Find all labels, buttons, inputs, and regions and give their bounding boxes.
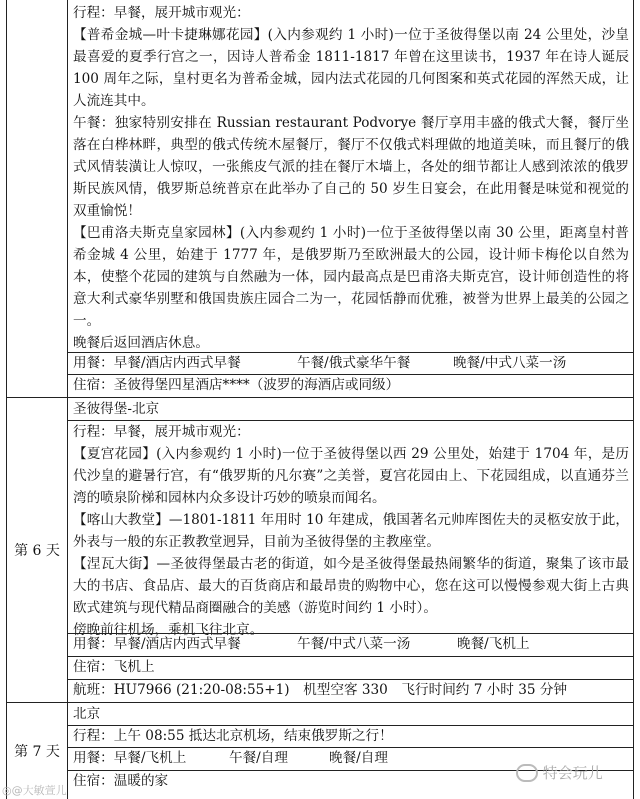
day5-meals-breakfast: 用餐：早餐/酒店内西式早餐 [73,355,241,371]
day7-route: 北京 [73,706,101,722]
day7-meals-breakfast: 用餐：早餐/飞机上 [73,750,187,766]
day5-hotel-row: 住宿：圣彼得堡四星酒店****（波罗的海酒店或同级） [73,377,400,393]
day6-label-cell [7,397,68,702]
day7-meals-lunch: 午餐/自理 [229,750,288,766]
day6-meals-breakfast: 用餐：早餐/酒店内西式早餐 [73,636,241,652]
day5-meals-row [73,352,629,374]
day5-meals-lunch: 午餐/俄式豪华午餐 [297,355,411,371]
day5-paragraph-pushkin: 【普希金城—叶卡捷琳娜花园】(入内参观约 1 小时)一位于圣彼得堡以南 24 公里处，沙皇最喜爱的夏季行宫之一，因诗人普希金 1811-1817 年曾在这里读书，1937 年在诗人诞辰 100 周年之际，皇村更名为普希金城，园内法式花园的几何图案和英式花园的浑然天成，让人流连其中。 [73,27,629,109]
day6-meals-dinner: 晚餐/飞机上 [457,636,530,652]
day7-label: 第 7 天 [14,743,60,760]
day5-itinerary-intro: 行程：早餐，展开城市观光： [73,5,250,21]
day7-itinerary: 行程：上午 08:55 抵达北京机场，结束俄罗斯之行！ [73,728,393,744]
day6-paragraph-airport: 傍晚前往机场，乘机飞往北京。 [73,622,264,638]
itinerary-table [6,0,634,799]
day5-meals-dinner: 晚餐/中式八菜一汤 [453,355,567,371]
day6-paragraph-peterhof: 【夏宫花园】(入内参观约 1 小时)一位于圣彼得堡以西 29 公里处，始建于 1704 年，是历代沙皇的避暑行宫，有“俄罗斯的凡尔赛”之美誉，夏宫花园由上、下花园组成，以直通芬兰湾的喷泉阶梯和园林内众多设计巧妙的喷泉而闻名。 [73,446,629,506]
day5-paragraph-lunch: 午餐：独家特别安排在 Russian restaurant Podvorye 餐厅享用丰盛的俄式大餐，餐厅坐落在白桦林畔，典型的俄式传统木屋餐厅，餐厅不仅俄式料理做的地道美味，而且餐厅的俄式风情装潢让人惊叹，一张熊皮气派的挂在餐厅木墙上，各处的细节都让人感到浓浓的俄罗斯民族风情，俄罗斯总统普京在此举办了自己的 50 岁生日宴会，在此用餐是味觉和视觉的双重愉悦！ [73,115,629,219]
watermark-right: 特会玩儿 [516,762,603,783]
day6-hotel-row: 住宿：飞机上 [73,659,155,675]
day6-label: 第 6 天 [14,542,60,559]
day6-itinerary-cell [73,421,629,641]
day7-meals-dinner: 晚餐/自理 [329,750,388,766]
watermark-left: ◎@大敏萱儿 [2,784,67,797]
day6-meals-row [73,633,629,655]
day5-itinerary-cell [73,2,629,354]
day6-itinerary-intro: 行程：早餐，展开城市观光： [73,424,250,440]
day5-paragraph-pavlovsk: 【巴甫洛夫斯克皇家园林】(入内参观约 1 小时)一位于圣彼得堡以南 30 公里，距离皇村普希金城 4 公里，始建于 1777 年，是俄罗斯乃至欧洲最大的公园，设计师卡梅伦以自然为本，使整个花园的建筑与自然融为一体，园内最高点是巴甫洛夫斯克宫，设计师创造性的将意大利式豪华别墅和俄国贵族庄园合二为一，花园恬静而优雅，被誉为世界上最美的公园之一。 [73,225,629,329]
day5-label-cell [7,0,68,397]
day6-flight-row: 航班：HU7966 (21:20-08:55+1) 机型空客 330 飞行时间约 7 小时 35 分钟 [73,682,568,698]
weibo-icon: ◎ [2,784,12,797]
day6-paragraph-nevsky: 【涅瓦大街】—圣彼得堡最古老的街道，如今是圣彼得堡最热闹繁华的街道，聚集了该市最大的书店、食品店、最大的百货商店和最昂贵的购物中心，您在这可以慢慢参观大街上古典欧式建筑与现代精品商圈融合的美感（游览时间约 1 小时）。 [73,556,629,616]
day7-hotel-row: 住宿：温暖的家 [73,773,169,789]
day5-paragraph-evening: 晚餐后返回酒店休息。 [73,335,209,351]
day6-meals-lunch: 午餐/中式八菜一汤 [297,636,411,652]
day6-route: 圣彼得堡-北京 [73,401,160,417]
day6-paragraph-kazan: 【喀山大教堂】—1801-1811 年用时 10 年建成，俄国著名元帅库图佐夫的灵柩安放于此，外表与一般的东正教教堂迥异，目前为圣彼得堡的主教座堂。 [73,512,629,550]
wechat-icon [516,764,538,782]
